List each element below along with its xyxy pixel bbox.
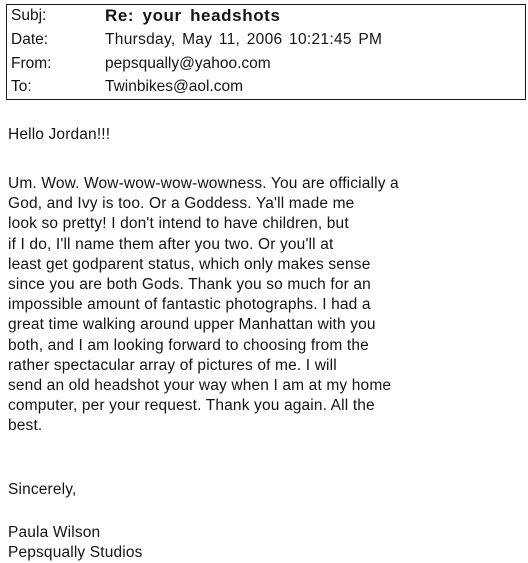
- paragraph-line: send an old headshot your way when I am at my home: [8, 376, 392, 394]
- paragraph-line: if I do, I'll name them after you two. Or you'll at: [8, 235, 334, 253]
- paragraph-line: God, and Ivy is too. Or a Goddess. Ya'll made me: [8, 195, 355, 213]
- signature-name: Paula Wilson: [8, 524, 101, 541]
- from-value: pepsqually@yahoo.com: [105, 55, 271, 72]
- paragraph-line: both, and I am looking forward to choosing from the: [8, 336, 369, 354]
- paragraph-line: Um. Wow. Wow-wow-wow-wowness. You are officially a: [8, 175, 399, 192]
- email-header-box: [6, 4, 526, 100]
- signature-studio: Pepsqually Studios: [8, 544, 143, 562]
- from-label: From:: [11, 55, 52, 72]
- date-label: Date:: [11, 31, 49, 48]
- greeting: Hello Jordan!!!: [8, 126, 111, 143]
- signature-block: [8, 523, 143, 563]
- paragraph-line: look so pretty! I don't intend to have children, but: [8, 215, 349, 233]
- paragraph-line: impossible amount of fantastic photographs. I had a: [8, 296, 371, 314]
- paragraph-line: best.: [8, 417, 43, 435]
- paragraph-line: since you are both Gods. Thank you so much for an: [8, 275, 371, 293]
- paragraph-line: rather spectacular array of pictures of me. I will: [8, 356, 337, 374]
- closing: Sincerely,: [8, 481, 77, 498]
- subject-label: Subj:: [11, 7, 47, 24]
- to-value: Twinbikes@aol.com: [105, 78, 244, 95]
- paragraph-line: great time walking around upper Manhattan with you: [8, 316, 376, 334]
- to-label: To:: [11, 78, 32, 95]
- paragraph-line: computer, per your request. Thank you again. All the: [8, 397, 375, 415]
- paragraph-line: least get godparent status, which only makes sense: [8, 255, 371, 273]
- subject-value: Re: your headshots: [105, 6, 281, 25]
- date-value: Thursday, May 11, 2006 10:21:45 PM: [105, 31, 383, 48]
- message-paragraph: [8, 174, 399, 436]
